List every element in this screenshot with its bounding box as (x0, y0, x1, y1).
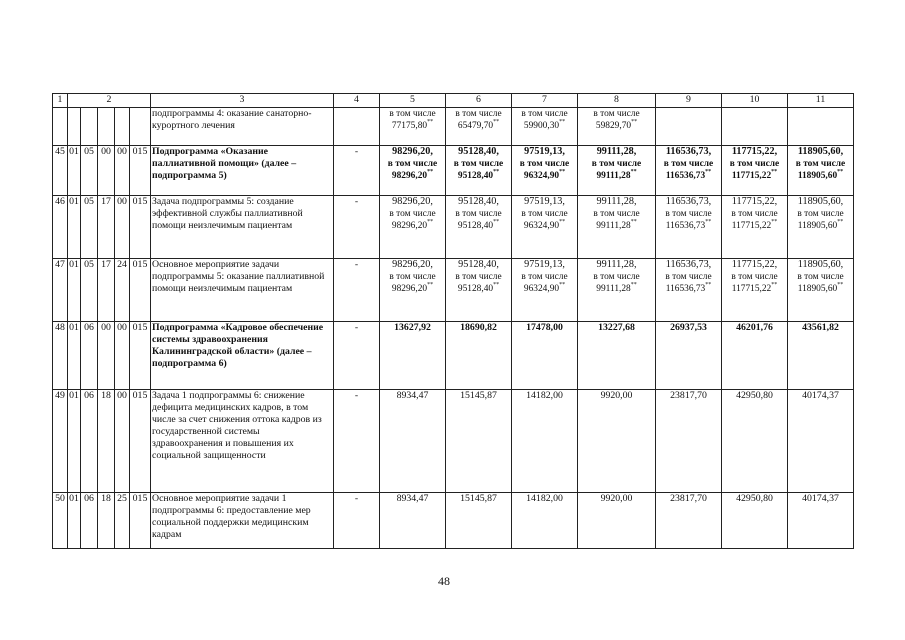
code-segment: 00 (98, 322, 115, 390)
table-row (53, 196, 854, 259)
column-4-cell: - (334, 146, 380, 196)
footnote-mark: ** (837, 219, 844, 225)
value-including-label: в том числе (521, 209, 568, 219)
value-cell (512, 196, 578, 259)
value-including-number: 96324,90 (523, 284, 560, 294)
value-amount: 95128,40, (458, 196, 499, 207)
value-including-label: в том числе (797, 209, 844, 219)
value-cell (446, 108, 512, 146)
value-including-amount (381, 283, 444, 295)
value-cell: 15145,87 (446, 493, 512, 549)
code-segment: 24 (115, 259, 130, 322)
value-cell (788, 108, 854, 146)
value-including-number: 117715,22 (731, 221, 772, 231)
value-including-number: 96324,90 (523, 171, 560, 181)
value-including-number: 96324,90 (523, 221, 560, 231)
table-row (53, 322, 854, 390)
value-including-number: 95128,40 (457, 221, 494, 231)
value-including-amount (657, 170, 720, 182)
value-cell: 13627,92 (380, 322, 446, 390)
value-cell: 46201,76 (722, 322, 788, 390)
code-segment (68, 108, 81, 146)
column-4-cell: - (334, 196, 380, 259)
table-row (53, 108, 854, 146)
value-including-number: 99111,28 (596, 284, 631, 294)
footnote-mark: ** (630, 282, 637, 288)
value-including-amount (381, 220, 444, 232)
item-name: Задача подпрограммы 5: создание эффективной службы паллиативной помощи неизлечимым пациентам (151, 196, 334, 259)
value-including-number: 116536,73 (665, 284, 706, 294)
footnote-mark: ** (631, 119, 638, 125)
value-cell (446, 146, 512, 196)
header-row (53, 94, 854, 108)
value-cell (788, 146, 854, 196)
value-cell (512, 146, 578, 196)
footnote-mark: ** (427, 119, 434, 125)
item-name: Подпрограмма «Кадровое обеспечение системы здравоохранения Калининградской области» (далее – подпрограмма 6) (151, 322, 334, 390)
value-including-amount (447, 220, 510, 232)
value-cell (512, 108, 578, 146)
value-including-label: в том числе (797, 272, 844, 282)
value-cell (578, 196, 656, 259)
value-amount: 99111,28, (596, 196, 637, 207)
code-segment: 05 (81, 146, 98, 196)
value-including-amount (579, 120, 654, 132)
value-cell (656, 108, 722, 146)
code-segment: 01 (68, 196, 81, 259)
value-cell (788, 196, 854, 259)
value-cell (656, 146, 722, 196)
value-including-label: в том числе (519, 159, 570, 169)
row-number: 48 (53, 322, 68, 390)
value-including-amount (513, 170, 576, 182)
value-cell: 42950,80 (722, 390, 788, 493)
value-including-label: в том числе (593, 272, 640, 282)
row-number: 46 (53, 196, 68, 259)
value-cell: 23817,70 (656, 493, 722, 549)
value-including-amount (381, 120, 444, 132)
value-including-amount (579, 170, 654, 182)
value-amount: 118905,60, (797, 146, 844, 157)
code-segment: 00 (98, 146, 115, 196)
value-cell (722, 196, 788, 259)
value-including-label: в том числе (591, 159, 642, 169)
value-including-number: 118905,60 (797, 284, 838, 294)
code-segment: 015 (130, 322, 151, 390)
footnote-mark: ** (630, 169, 637, 175)
footnote-mark: ** (427, 219, 434, 225)
value-cell (380, 196, 446, 259)
table-row (53, 390, 854, 493)
header-cell: 6 (446, 94, 512, 108)
value-including-amount (381, 170, 444, 182)
value-including-amount (789, 283, 852, 295)
value-cell: 26937,53 (656, 322, 722, 390)
code-segment: 01 (68, 390, 81, 493)
code-segment: 01 (68, 322, 81, 390)
value-cell: 18690,82 (446, 322, 512, 390)
header-cell: 8 (578, 94, 656, 108)
value-cell (446, 259, 512, 322)
row-number: 45 (53, 146, 68, 196)
value-including-number: 117715,22 (731, 171, 772, 181)
value-cell (722, 259, 788, 322)
value-including-label: в том числе (521, 272, 568, 282)
footnote-mark: ** (559, 169, 566, 175)
code-segment: 25 (115, 493, 130, 549)
value-including-amount (447, 120, 510, 132)
value-amount: 97519,13, (524, 259, 565, 270)
footnote-mark: ** (705, 219, 712, 225)
value-including-label: в том числе (453, 159, 504, 169)
value-including-amount (723, 220, 786, 232)
footnote-mark: ** (493, 169, 500, 175)
footnote-mark: ** (837, 169, 844, 175)
value-amount: 98296,20, (392, 259, 433, 270)
value-including-number: 117715,22 (731, 284, 772, 294)
row-number: 49 (53, 390, 68, 493)
value-cell: 13227,68 (578, 322, 656, 390)
value-amount: 118905,60, (797, 259, 844, 270)
code-segment: 01 (68, 146, 81, 196)
value-including-label: в том числе (593, 209, 640, 219)
value-cell (578, 259, 656, 322)
value-including-label: в том числе (389, 272, 436, 282)
footnote-mark: ** (630, 219, 637, 225)
value-cell: 14182,00 (512, 493, 578, 549)
table-row (53, 493, 854, 549)
value-amount: 117715,22, (731, 146, 778, 157)
value-cell (788, 259, 854, 322)
code-segment (98, 108, 115, 146)
value-cell (722, 108, 788, 146)
item-name: Подпрограмма «Оказание паллиативной помощи» (далее – подпрограмма 5) (151, 146, 334, 196)
value-amount: 98296,20, (392, 196, 433, 207)
header-cell: 7 (512, 94, 578, 108)
code-segment: 06 (81, 390, 98, 493)
value-cell: 9920,00 (578, 493, 656, 549)
footnote-mark: ** (771, 219, 778, 225)
item-name: Основное мероприятие задачи подпрограммы 5: оказание паллиативной помощи неизлечимым пациентам (151, 259, 334, 322)
value-including-label: в том числе (731, 272, 778, 282)
item-name: Основное мероприятие задачи 1 подпрограммы 6: предоставление мер социальной поддержки медицинским кадрам (151, 493, 334, 549)
value-including-number: 116536,73 (665, 171, 706, 181)
footnote-mark: ** (493, 282, 500, 288)
value-including-label: в том числе (729, 159, 780, 169)
value-amount: 98296,20, (392, 146, 433, 157)
code-segment (130, 108, 151, 146)
header-cell: 10 (722, 94, 788, 108)
footnote-mark: ** (427, 169, 434, 175)
value-cell (380, 146, 446, 196)
header-cell: 5 (380, 94, 446, 108)
value-cell: 43561,82 (788, 322, 854, 390)
value-including-number: 118905,60 (797, 171, 838, 181)
value-including-amount (789, 220, 852, 232)
value-cell: 15145,87 (446, 390, 512, 493)
value-including-number: 99111,28 (596, 171, 631, 181)
code-segment: 17 (98, 196, 115, 259)
budget-table (52, 93, 854, 549)
value-cell: 42950,80 (722, 493, 788, 549)
value-including-label: в том числе (387, 159, 438, 169)
value-including-label: в том числе (389, 109, 436, 119)
footnote-mark: ** (559, 119, 566, 125)
value-cell (656, 259, 722, 322)
value-cell: 17478,00 (512, 322, 578, 390)
value-amount: 97519,13, (524, 196, 565, 207)
code-segment: 05 (81, 259, 98, 322)
header-cell: 1 (53, 94, 68, 108)
value-including-amount (579, 283, 654, 295)
value-including-amount (513, 283, 576, 295)
value-including-number: 95128,40 (457, 284, 494, 294)
value-including-amount (657, 283, 720, 295)
code-segment: 015 (130, 259, 151, 322)
value-including-label: в том числе (663, 159, 714, 169)
code-segment: 015 (130, 493, 151, 549)
value-cell (578, 146, 656, 196)
value-cell: 8934,47 (380, 493, 446, 549)
value-amount: 95128,40, (458, 259, 499, 270)
code-segment: 18 (98, 493, 115, 549)
header-cell: 9 (656, 94, 722, 108)
footnote-mark: ** (771, 169, 778, 175)
value-amount: 117715,22, (731, 259, 778, 270)
value-cell (512, 259, 578, 322)
value-amount: 116536,73, (665, 196, 712, 207)
footnote-mark: ** (493, 219, 500, 225)
column-4-cell: - (334, 390, 380, 493)
table-row (53, 259, 854, 322)
value-including-number: 118905,60 (797, 221, 838, 231)
value-including-amount (657, 220, 720, 232)
value-cell: 9920,00 (578, 390, 656, 493)
code-segment: 18 (98, 390, 115, 493)
header-cell: 4 (334, 94, 380, 108)
code-segment: 00 (115, 390, 130, 493)
header-cell: 11 (788, 94, 854, 108)
value-including-label: в том числе (665, 209, 712, 219)
value-including-label: в том числе (665, 272, 712, 282)
value-including-label: в том числе (795, 159, 846, 169)
value-including-number: 98296,20 (391, 284, 428, 294)
code-segment: 00 (115, 146, 130, 196)
code-segment: 01 (68, 259, 81, 322)
value-amount: 95128,40, (458, 146, 499, 157)
value-including-label: в том числе (593, 109, 640, 119)
value-amount: 99111,28, (596, 146, 637, 157)
value-including-number: 98296,20 (391, 221, 428, 231)
column-4-cell: - (334, 322, 380, 390)
value-amount: 116536,73, (665, 146, 712, 157)
value-including-amount (579, 220, 654, 232)
footnote-mark: ** (559, 282, 566, 288)
value-amount: 118905,60, (797, 196, 844, 207)
value-cell (578, 108, 656, 146)
footnote-mark: ** (559, 219, 566, 225)
value-cell: 40174,37 (788, 493, 854, 549)
code-segment: 06 (81, 493, 98, 549)
item-name: Задача 1 подпрограммы 6: снижение дефицита медицинских кадров, в том числе за счет снижения оттока кадров из государственной системы здравоохранения и повышения их социальной защищенности (151, 390, 334, 493)
value-cell (722, 146, 788, 196)
value-including-label: в том числе (455, 109, 502, 119)
column-4-cell: - (334, 259, 380, 322)
code-segment: 01 (68, 493, 81, 549)
page-number: 48 (438, 574, 450, 588)
header-cell: 3 (151, 94, 334, 108)
footnote-mark: ** (493, 119, 500, 125)
value-including-amount (723, 170, 786, 182)
row-number: 50 (53, 493, 68, 549)
table-row (53, 146, 854, 196)
value-including-number: 98296,20 (391, 171, 428, 181)
row-number: 47 (53, 259, 68, 322)
code-segment: 17 (98, 259, 115, 322)
value-including-label: в том числе (455, 272, 502, 282)
value-amount: 117715,22, (731, 196, 778, 207)
value-amount: 97519,13, (524, 146, 565, 157)
item-name: подпрограммы 4: оказание санаторно-курортного лечения (151, 108, 334, 146)
value-including-label: в том числе (521, 109, 568, 119)
value-cell: 40174,37 (788, 390, 854, 493)
value-including-amount (513, 120, 576, 132)
footnote-mark: ** (705, 169, 712, 175)
code-segment: 00 (115, 196, 130, 259)
value-including-amount (513, 220, 576, 232)
value-cell (380, 259, 446, 322)
value-including-amount (723, 283, 786, 295)
code-segment: 05 (81, 196, 98, 259)
value-cell (446, 196, 512, 259)
column-4-cell: - (334, 493, 380, 549)
column-4-cell (334, 108, 380, 146)
footnote-mark: ** (705, 282, 712, 288)
footnote-mark: ** (837, 282, 844, 288)
value-cell: 8934,47 (380, 390, 446, 493)
value-including-label: в том числе (731, 209, 778, 219)
value-including-number: 59829,70 (595, 121, 632, 131)
code-segment: 015 (130, 196, 151, 259)
value-cell (656, 196, 722, 259)
value-including-number: 95128,40 (457, 171, 494, 181)
code-segment (115, 108, 130, 146)
value-including-amount (789, 170, 852, 182)
code-segment: 015 (130, 390, 151, 493)
value-including-amount (447, 283, 510, 295)
value-cell (380, 108, 446, 146)
value-cell: 23817,70 (656, 390, 722, 493)
value-amount: 99111,28, (596, 259, 637, 270)
value-including-label: в том числе (455, 209, 502, 219)
code-segment (81, 108, 98, 146)
value-including-number: 65479,70 (457, 121, 494, 131)
footnote-mark: ** (771, 282, 778, 288)
row-number (53, 108, 68, 146)
value-including-number: 59900,30 (523, 121, 560, 131)
value-cell: 14182,00 (512, 390, 578, 493)
value-including-amount (447, 170, 510, 182)
value-including-number: 116536,73 (665, 221, 706, 231)
code-segment: 00 (115, 322, 130, 390)
value-including-number: 77175,80 (391, 121, 428, 131)
header-cell: 2 (68, 94, 151, 108)
code-segment: 06 (81, 322, 98, 390)
value-including-label: в том числе (389, 209, 436, 219)
footnote-mark: ** (427, 282, 434, 288)
value-including-number: 99111,28 (596, 221, 631, 231)
value-amount: 116536,73, (665, 259, 712, 270)
code-segment: 015 (130, 146, 151, 196)
